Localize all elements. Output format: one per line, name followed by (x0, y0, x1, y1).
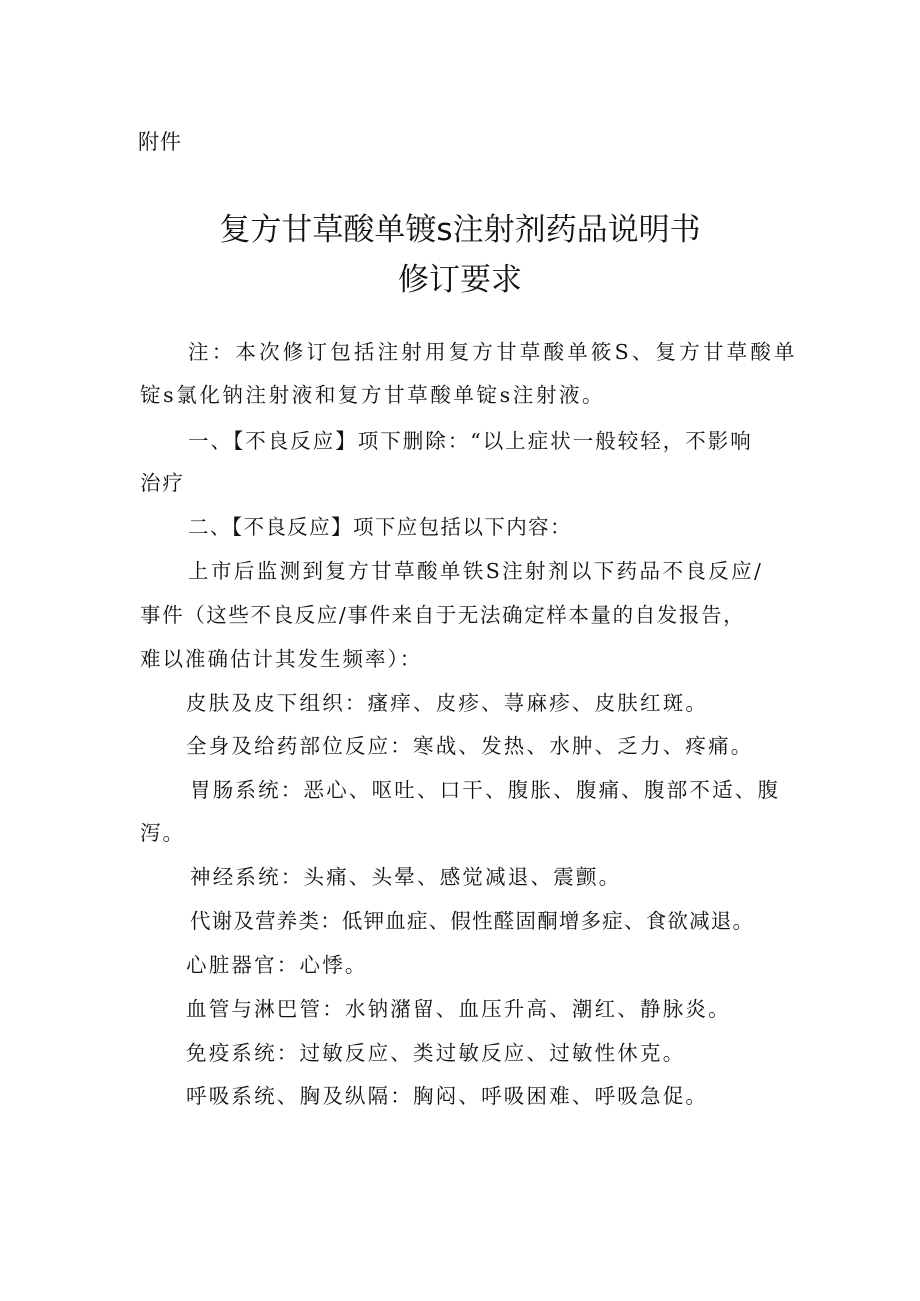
section-1-line-1 (0, 431, 920, 452)
document-title-line-2: 修订要求 (398, 262, 522, 298)
reaction-general: 全身及给药部位反应：寒战、发热、水肿、乏力、疼痛。 (186, 734, 754, 758)
intro-line-1: 上市后监测到复方甘草酸单铁S注射剂以下药品不良反应/ (188, 559, 764, 583)
reaction-gi-line-2: 泻。 (140, 821, 185, 845)
note-line-1: 注：本次修订包括注射用复方甘草酸单筱S、复方甘草酸单 (188, 340, 798, 364)
reaction-skin: 皮肤及皮下组织：瘙痒、皮疹、荨麻疹、皮肤红斑。 (186, 691, 709, 715)
reaction-vascular: 血管与淋巴管：水钠潴留、血压升高、潮红、静脉炎。 (186, 997, 731, 1021)
reaction-cardiac: 心脏器官：心悸。 (186, 953, 368, 977)
section-1-text: 除：“以上症状一般较轻，不影响 (425, 429, 753, 453)
reaction-metabolism: 代谢及营养类：低钾血症、假性醛固酮增多症、食欲减退。 (190, 909, 755, 933)
reaction-immune: 免疫系统：过敏反应、类过敏反应、过敏性休克。 (186, 1041, 686, 1065)
section-2-heading: 二、【不良反应】项下应包括以下内容： (188, 515, 572, 539)
intro-line-3: 难以准确估计其发生频率）： (140, 647, 423, 671)
reaction-nervous: 神经系统：头痛、头晕、感觉减退、震颤。 (190, 865, 622, 889)
section-1-line-2: 治疗 (140, 471, 185, 495)
reaction-gi-line-1: 胃肠系统：恶心、呕吐、口干、腹胀、腹痛、腹部不适、腹 (190, 778, 781, 802)
intro-line-2: 事件（这些不良反应/事件来自于无法确定样本量的自发报告， (140, 603, 746, 627)
reaction-respiratory: 呼吸系统、胸及纵隔：胸闷、呼吸困难、呼吸急促。 (186, 1084, 709, 1108)
attachment-label: 附件 (138, 130, 182, 154)
note-line-2: 锭s氯化钠注射液和复方甘草酸单锭s注射液。 (140, 383, 606, 407)
document-title-line-1: 复方甘草酸单镀s注射剂药品说明书 (219, 212, 701, 248)
section-1-heading: 一、【不良反应】项下删 (188, 429, 426, 453)
